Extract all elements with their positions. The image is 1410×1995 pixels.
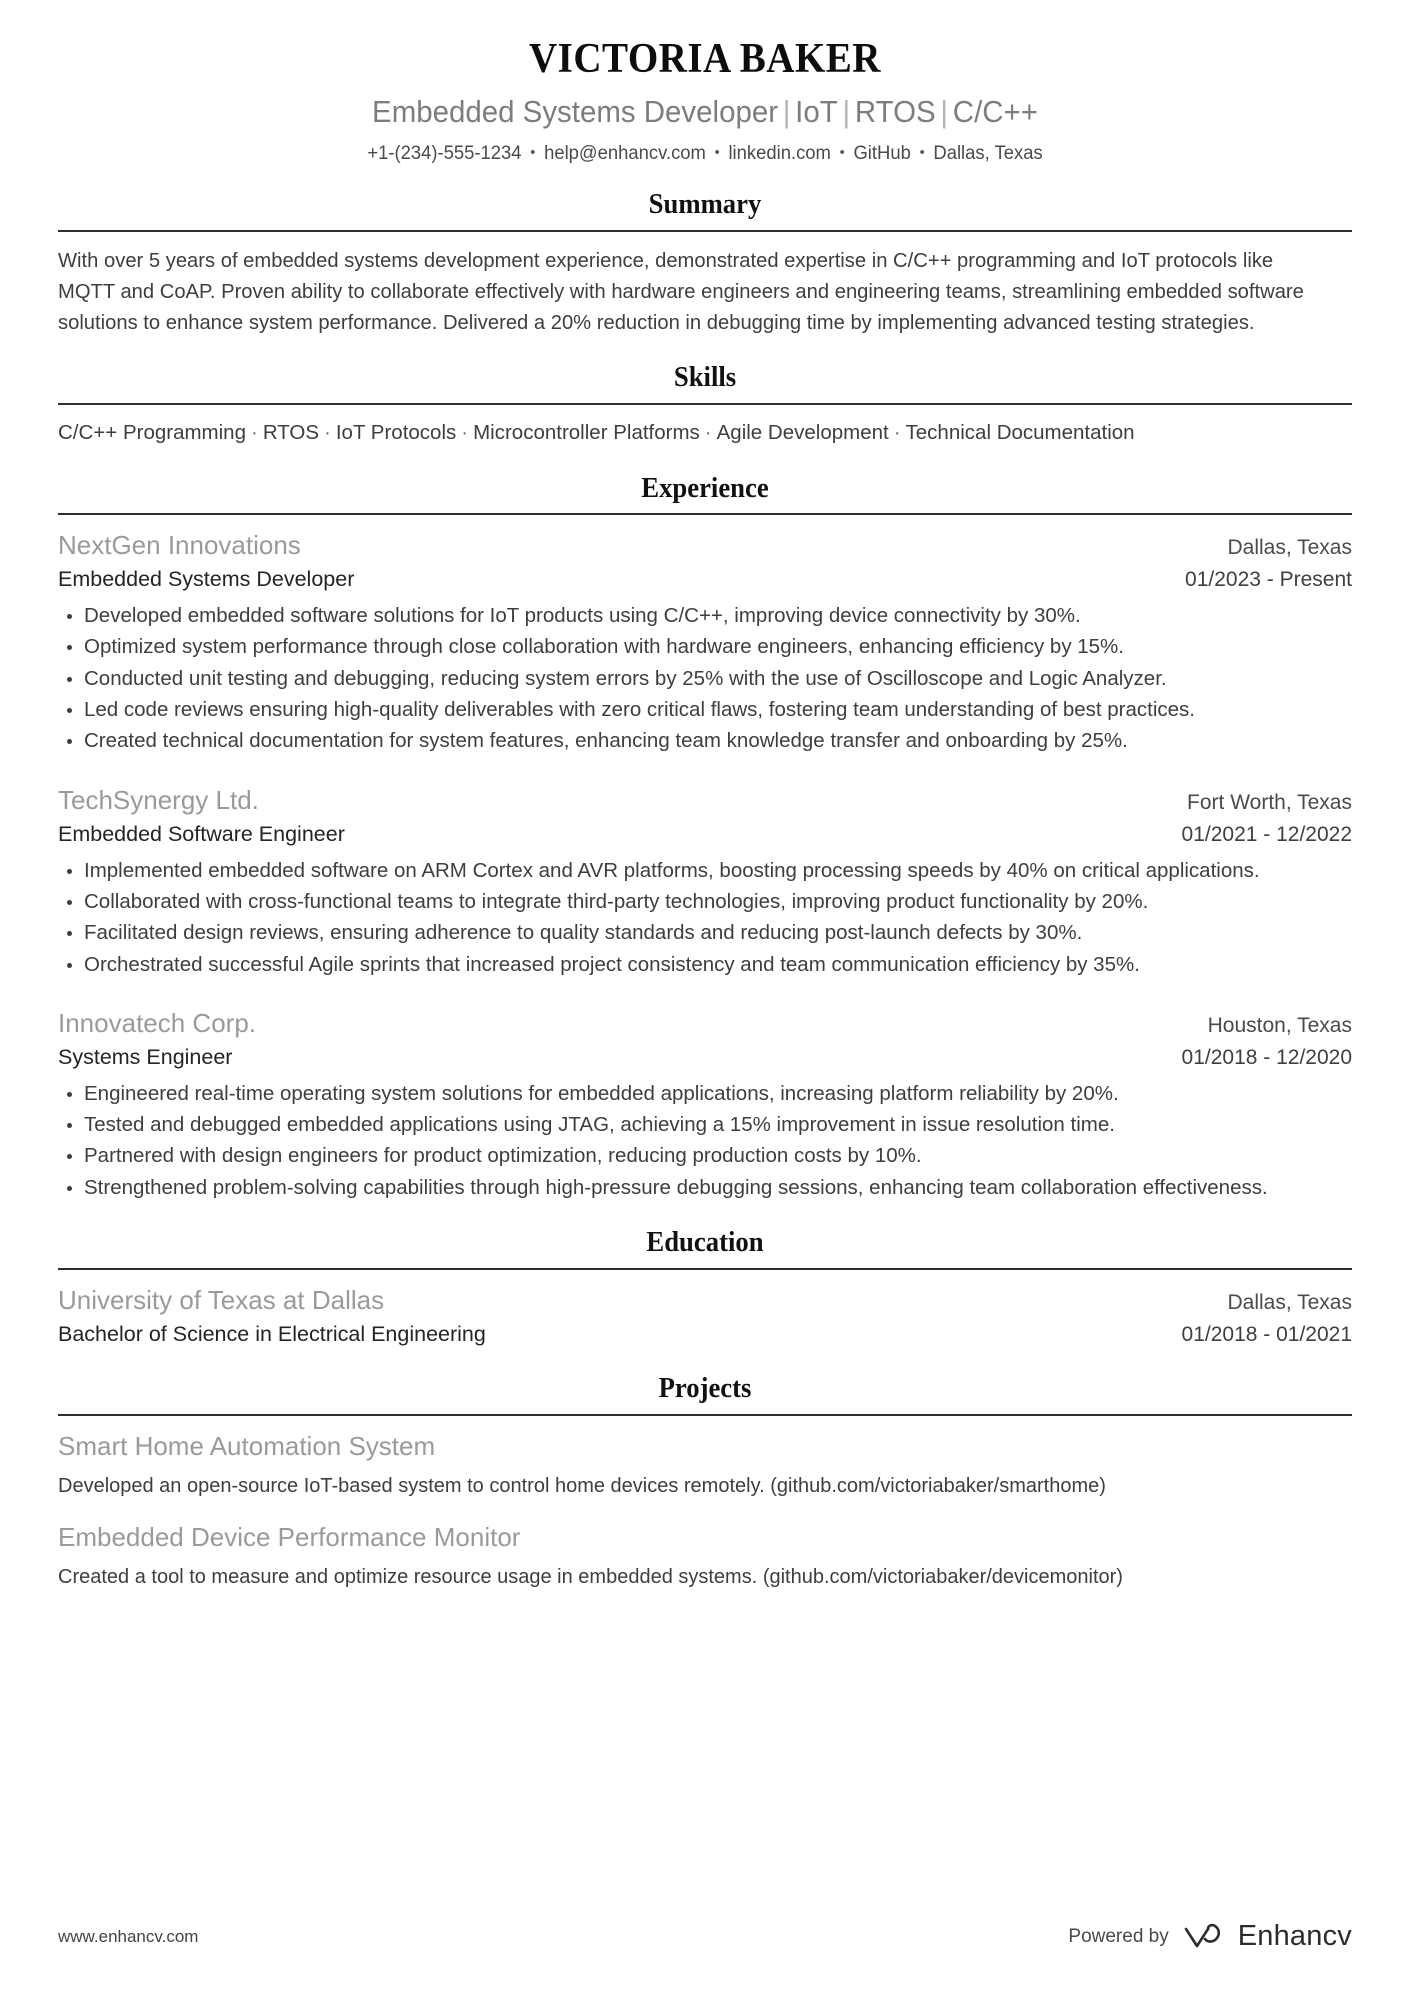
project-name: Embedded Device Performance Monitor: [58, 1521, 521, 1552]
section-title-projects: Projects: [658, 1371, 752, 1404]
job-title: Systems Engineer: [58, 1044, 233, 1069]
job-bullet: Conducted unit testing and debugging, reducing system errors by 25% with the use of Oscilloscope and Logic Analyzer.: [58, 664, 1352, 694]
skill-item: IoT Protocols: [335, 420, 457, 444]
contact-separator-icon: •: [839, 143, 845, 161]
job-dates: 01/2018 - 12/2020: [1181, 1045, 1352, 1069]
powered-by-label: Powered by: [1068, 1925, 1169, 1947]
experience-entry: [58, 1006, 1352, 1203]
project-name: Smart Home Automation System: [58, 1430, 436, 1461]
job-bullet: Optimized system performance through close collaboration with hardware engineers, enhancing efficiency by 15%.: [58, 632, 1352, 662]
experience-entry-header: [58, 783, 1352, 818]
contact-item[interactable]: help@enhancv.com: [544, 142, 706, 164]
section-summary: [58, 187, 1352, 338]
company-name: Innovatech Corp.: [58, 1007, 257, 1038]
skill-separator: ·: [324, 420, 331, 444]
headline-separator: |: [940, 94, 949, 130]
headline-part: RTOS: [854, 94, 936, 130]
company-location: Houston, Texas: [1207, 1013, 1352, 1037]
experience-role-row: [58, 820, 1352, 849]
job-dates: 01/2023 - Present: [1185, 568, 1352, 592]
education-entry: [58, 1283, 1352, 1349]
section-experience: [58, 471, 1352, 1204]
headline-part: Embedded Systems Developer: [372, 94, 779, 130]
experience-entry-header: [58, 1006, 1352, 1041]
job-bullet: Facilitated design reviews, ensuring adherence to quality standards and reducing post-launch defects by 30%.: [58, 918, 1352, 948]
job-bullet-list: [58, 856, 1352, 980]
contact-line: [77, 143, 1332, 165]
job-bullet: Created technical documentation for system features, enhancing team knowledge transfer and onboarding by 25%.: [58, 726, 1352, 756]
job-title: Embedded Systems Developer: [58, 567, 355, 592]
enhancv-logo: [1183, 1920, 1352, 1953]
job-bullet: Implemented embedded software on ARM Cortex and AVR platforms, boosting processing speeds by 40% on critical applications.: [58, 856, 1352, 886]
project-entry: [58, 1429, 1352, 1501]
headline-separator: |: [782, 94, 791, 130]
job-bullet-list: [58, 601, 1352, 757]
skill-separator: ·: [461, 420, 469, 444]
section-projects: [58, 1371, 1352, 1592]
institution-name: University of Texas at Dallas: [58, 1284, 385, 1315]
candidate-headline: [90, 92, 1319, 132]
experience-role-row: [58, 1043, 1352, 1072]
company-location: Fort Worth, Texas: [1187, 790, 1352, 814]
skill-separator: ·: [250, 420, 258, 444]
skill-separator: ·: [893, 420, 901, 444]
degree-title: Bachelor of Science in Electrical Engineering: [58, 1321, 486, 1346]
job-title: Embedded Software Engineer: [58, 821, 345, 846]
skill-item: Microcontroller Platforms: [473, 420, 700, 444]
resume-header: [58, 0, 1352, 165]
job-bullet-list: [58, 1079, 1352, 1203]
job-bullet: Collaborated with cross-functional teams to integrate third-party technologies, improving product functionality by 20%.: [58, 887, 1352, 917]
enhancv-wordmark: Enhancv: [1237, 1920, 1352, 1952]
company-name: NextGen Innovations: [58, 530, 301, 561]
section-education: [58, 1225, 1352, 1349]
contact-separator-icon: •: [919, 143, 925, 161]
education-entries: [58, 1270, 1352, 1349]
project-description: Created a tool to measure and optimize resource usage in embedded systems. (github.com/victoriabaker/devicemonitor): [58, 1565, 1123, 1588]
job-bullet: Engineered real-time operating system solutions for embedded applications, increasing platform reliability by 20%.: [58, 1079, 1352, 1109]
enhancv-mark-icon: [1183, 1922, 1229, 1952]
job-bullet: Developed embedded software solutions for IoT products using C/C++, improving device connectivity by 30%.: [58, 601, 1352, 631]
job-bullet: Orchestrated successful Agile sprints that increased project consistency and team communication efficiency by 35%.: [58, 950, 1352, 980]
skill-item: RTOS: [262, 420, 320, 444]
skill-item: Agile Development: [716, 420, 889, 444]
contact-separator-icon: •: [714, 143, 720, 161]
section-skills: [58, 360, 1352, 449]
contact-item[interactable]: GitHub: [853, 142, 911, 164]
headline-part: IoT: [795, 94, 838, 130]
experience-role-row: [58, 565, 1352, 594]
experience-entry: [58, 783, 1352, 980]
skills-list: [58, 418, 1352, 449]
section-title-summary: Summary: [648, 187, 762, 220]
degree-dates: 01/2018 - 01/2021: [1181, 1322, 1352, 1346]
job-bullet: Tested and debugged embedded applications using JTAG, achieving a 15% improvement in issue resolution time.: [58, 1110, 1352, 1140]
education-entry-header: [58, 1283, 1352, 1318]
job-bullet: Partnered with design engineers for product optimization, reducing production costs by 10%.: [58, 1141, 1352, 1171]
experience-entry: [58, 528, 1352, 756]
institution-location: Dallas, Texas: [1227, 1290, 1352, 1314]
section-title-education: Education: [646, 1226, 764, 1259]
experience-entry-header: [58, 528, 1352, 563]
project-entry: [58, 1520, 1352, 1592]
skill-item: Technical Documentation: [905, 420, 1135, 444]
headline-part: C/C++: [952, 94, 1038, 130]
job-bullet: Strengthened problem-solving capabilities through high-pressure debugging sessions, enhancing team collaboration effectiveness.: [58, 1173, 1352, 1203]
contact-separator-icon: •: [530, 143, 536, 161]
experience-entries: [58, 515, 1352, 1203]
company-name: TechSynergy Ltd.: [58, 784, 259, 815]
project-description: Developed an open-source IoT-based system to control home devices remotely. (github.com/victoriabaker/smarthome): [58, 1474, 1106, 1497]
contact-item[interactable]: +1-(234)-555-1234: [367, 142, 522, 164]
job-bullet: Led code reviews ensuring high-quality deliverables with zero critical flaws, fostering team understanding of best practices.: [58, 695, 1352, 725]
page-footer: [58, 1920, 1352, 1953]
skill-item: C/C++ Programming: [58, 420, 246, 444]
section-title-experience: Experience: [641, 471, 769, 504]
candidate-name: VICTORIA BAKER: [528, 36, 881, 82]
section-title-skills: Skills: [673, 360, 737, 393]
job-dates: 01/2021 - 12/2022: [1181, 822, 1352, 846]
company-location: Dallas, Texas: [1227, 536, 1352, 560]
headline-separator: |: [842, 94, 851, 130]
skill-separator: ·: [704, 420, 712, 444]
education-degree-row: [58, 1320, 1352, 1349]
project-entries: [58, 1416, 1352, 1592]
footer-url[interactable]: www.enhancv.com: [58, 1926, 199, 1946]
contact-item[interactable]: Dallas, Texas: [933, 142, 1043, 164]
summary-text: With over 5 years of embedded systems development experience, demonstrated expertise in C/C++ programming and IoT protocols like MQTT and CoAP. Proven ability to collaborate effectively with hardware engineers and engineering teams, streamlining embedded software solutions to enhance system performance. Delivered a 20% reduction in debugging time by implementing advanced testing strategies.: [58, 248, 1304, 334]
contact-item[interactable]: linkedin.com: [728, 142, 831, 164]
